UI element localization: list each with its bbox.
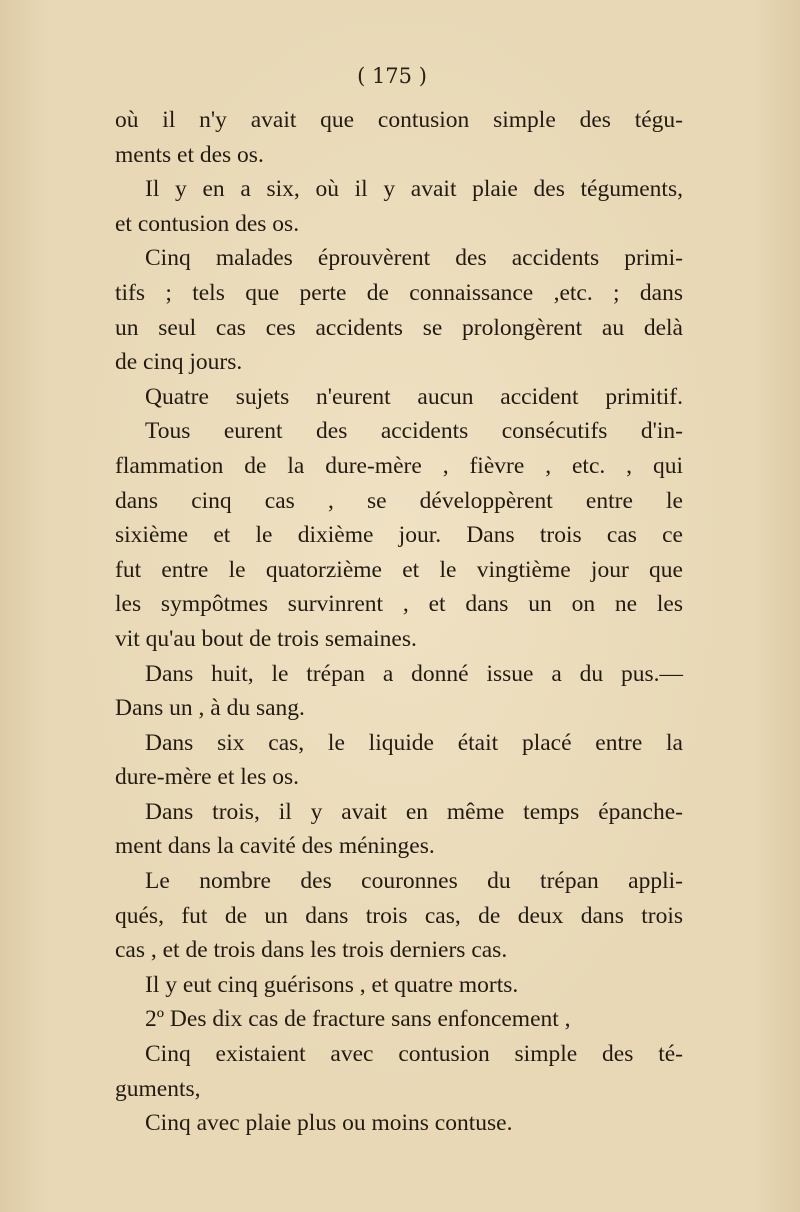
- text-line: dans cinq cas , se développèrent entre le: [115, 487, 683, 514]
- text-line: tifs ; tels que perte de connaissance ,etc. ; dans: [115, 279, 683, 306]
- text-line: Cinq malades éprouvèrent des accidents primi-: [145, 245, 683, 272]
- text-line: flammation de la dure-mère , fièvre , etc. , qui: [115, 452, 683, 479]
- text-line: Cinq existaient avec contusion simple des té-: [145, 1041, 683, 1068]
- text-line: Tous eurent des accidents consécutifs d'in-: [145, 418, 683, 445]
- text-line: dure-mère et les os.: [115, 764, 300, 791]
- text-line: fut entre le quatorzième et le vingtième jour que: [115, 556, 683, 583]
- text-line: Dans huit, le trépan a donné issue a du pus.—: [145, 660, 683, 687]
- text-line: où il n'y avait que contusion simple des tégu-: [115, 107, 683, 133]
- text-line: un seul cas ces accidents se prolongèrent au delà: [115, 314, 683, 341]
- text-line: ments et des os.: [115, 141, 264, 168]
- text-line: ment dans la cavité des méninges.: [115, 833, 435, 860]
- text-line: Le nombre des couronnes du trépan appli-: [145, 868, 683, 895]
- text-line: Dans six cas, le liquide était placé entre la: [145, 729, 683, 756]
- text-line: Dans un , à du sang.: [115, 695, 305, 722]
- text-line: de cinq jours.: [115, 349, 243, 376]
- text-line: cas , et de trois dans les trois derniers cas.: [115, 937, 508, 964]
- text-line: Il y en a six, où il y avait plaie des téguments,: [145, 176, 683, 203]
- text-line: les sympôtmes survinrent , et dans un on ne les: [115, 591, 683, 618]
- text-line: et contusion des os.: [115, 210, 300, 237]
- text-line: qués, fut de un dans trois cas, de deux dans trois: [115, 902, 683, 929]
- body-text: [115, 103, 683, 1141]
- text-line: Il y eut cinq guérisons , et quatre morts.: [145, 971, 519, 998]
- page-number: ( 175 ): [357, 64, 427, 88]
- text-line: 2º Des dix cas de fracture sans enfoncement ,: [145, 1006, 571, 1033]
- text-line: vit qu'au bout de trois semaines.: [115, 625, 417, 652]
- text-line: guments,: [115, 1075, 201, 1102]
- text-line: Dans trois, il y avait en même temps épanche-: [145, 798, 683, 825]
- text-line: sixième et le dixième jour. Dans trois cas ce: [115, 522, 683, 549]
- text-line: Cinq avec plaie plus ou moins contuse.: [145, 1110, 513, 1137]
- text-line: Quatre sujets n'eurent aucun accident primitif.: [145, 383, 683, 410]
